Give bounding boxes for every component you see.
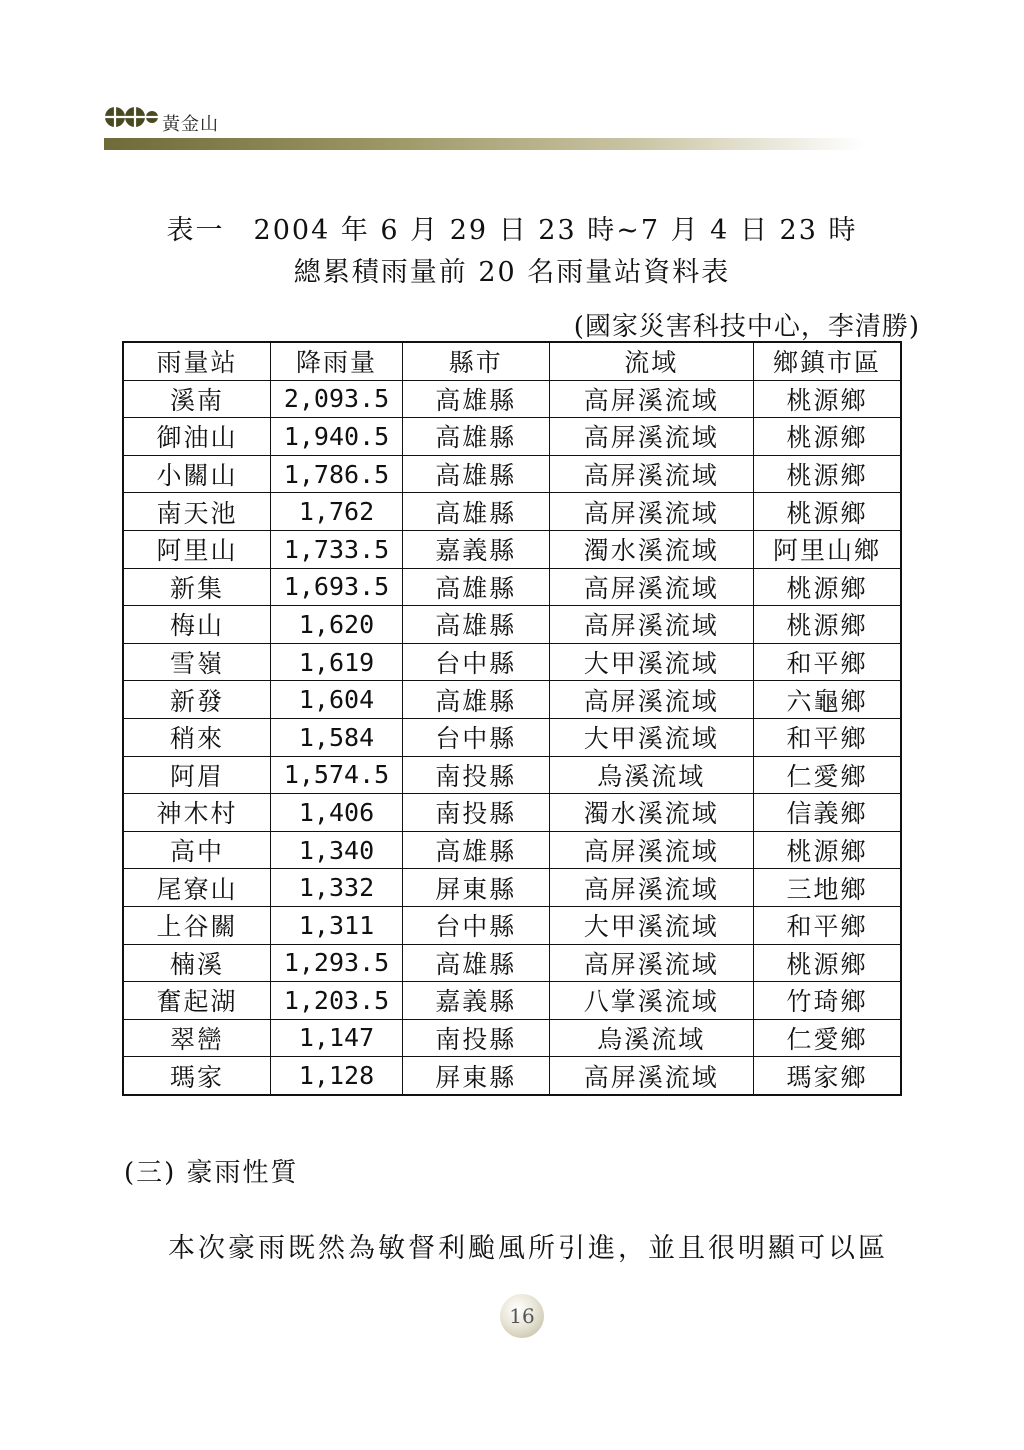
cell-rainfall: 1,604 [271, 681, 403, 719]
header-rule [104, 138, 864, 150]
cell-rainfall: 1,584 [271, 718, 403, 756]
cell-rainfall: 1,733.5 [271, 530, 403, 568]
cell-county: 高雄縣 [402, 493, 549, 531]
table-row [123, 982, 901, 1020]
cell-township: 和平鄉 [753, 643, 901, 681]
table-title-line1: 表一 2004 年 6 月 29 日 23 時~7 月 4 日 23 時 [166, 215, 858, 246]
cell-station: 上谷關 [123, 906, 271, 944]
page-number: 16 [500, 1294, 544, 1338]
rainfall-table [122, 341, 902, 1096]
cell-station: 新集 [123, 568, 271, 606]
cell-rainfall: 1,293.5 [271, 944, 403, 982]
cell-basin: 高屏溪流域 [549, 418, 753, 456]
header-county: 縣市 [402, 342, 549, 380]
table-row [123, 455, 901, 493]
cell-rainfall: 1,332 [271, 869, 403, 907]
cell-station: 尾寮山 [123, 869, 271, 907]
cell-township: 桃源鄉 [753, 380, 901, 418]
cell-township: 桃源鄉 [753, 568, 901, 606]
cell-rainfall: 1,574.5 [271, 756, 403, 794]
cell-township: 仁愛鄉 [753, 756, 901, 794]
cell-township: 桃源鄉 [753, 831, 901, 869]
cell-station: 小關山 [123, 455, 271, 493]
header-rainfall: 降雨量 [271, 342, 403, 380]
cell-station: 翠巒 [123, 1019, 271, 1057]
cell-rainfall: 1,311 [271, 906, 403, 944]
cell-rainfall: 1,147 [271, 1019, 403, 1057]
cell-basin: 大甲溪流域 [549, 643, 753, 681]
cell-basin: 烏溪流域 [549, 1019, 753, 1057]
cell-rainfall: 1,203.5 [271, 982, 403, 1020]
cell-rainfall: 1,340 [271, 831, 403, 869]
table-source: (國家災害科技中心，李清勝) [573, 312, 920, 342]
header-township: 鄉鎮市區 [753, 342, 901, 380]
cell-county: 台中縣 [402, 906, 549, 944]
section-heading: (三) 豪雨性質 [124, 1158, 299, 1188]
cell-station: 梅山 [123, 606, 271, 644]
cell-rainfall: 1,406 [271, 794, 403, 832]
cell-station: 高中 [123, 831, 271, 869]
table-header-row [123, 342, 901, 380]
cell-township: 桃源鄉 [753, 493, 901, 531]
header-station: 雨量站 [123, 342, 271, 380]
cell-basin: 濁水溪流域 [549, 794, 753, 832]
cell-basin: 大甲溪流域 [549, 718, 753, 756]
cell-county: 高雄縣 [402, 455, 549, 493]
cell-county: 南投縣 [402, 756, 549, 794]
cell-township: 六龜鄉 [753, 681, 901, 719]
cell-station: 阿里山 [123, 530, 271, 568]
cell-station: 奮起湖 [123, 982, 271, 1020]
cell-basin: 大甲溪流域 [549, 906, 753, 944]
cell-county: 台中縣 [402, 718, 549, 756]
table-row [123, 906, 901, 944]
table-row [123, 718, 901, 756]
table-row [123, 681, 901, 719]
cell-rainfall: 1,619 [271, 643, 403, 681]
cell-township: 瑪家鄉 [753, 1057, 901, 1095]
table-row [123, 606, 901, 644]
cell-county: 高雄縣 [402, 568, 549, 606]
cell-basin: 高屏溪流域 [549, 493, 753, 531]
cell-basin: 八掌溪流域 [549, 982, 753, 1020]
cell-county: 高雄縣 [402, 831, 549, 869]
table-row [123, 944, 901, 982]
cell-county: 台中縣 [402, 643, 549, 681]
cell-rainfall: 1,786.5 [271, 455, 403, 493]
cell-county: 高雄縣 [402, 380, 549, 418]
cell-basin: 高屏溪流域 [549, 869, 753, 907]
cell-basin: 高屏溪流域 [549, 831, 753, 869]
table-title-line2: 總累積雨量前 20 名雨量站資料表 [293, 257, 731, 288]
cell-station: 新發 [123, 681, 271, 719]
cell-station: 瑪家 [123, 1057, 271, 1095]
cell-county: 屏東縣 [402, 1057, 549, 1095]
table-row [123, 756, 901, 794]
cell-township: 三地鄉 [753, 869, 901, 907]
header-basin: 流域 [549, 342, 753, 380]
cell-township: 竹琦鄉 [753, 982, 901, 1020]
cell-township: 和平鄉 [753, 718, 901, 756]
cell-station: 溪南 [123, 380, 271, 418]
table-row [123, 869, 901, 907]
cell-county: 高雄縣 [402, 606, 549, 644]
cell-station: 南天池 [123, 493, 271, 531]
table-row [123, 1019, 901, 1057]
cell-basin: 高屏溪流域 [549, 606, 753, 644]
cell-rainfall: 1,762 [271, 493, 403, 531]
cell-county: 嘉義縣 [402, 530, 549, 568]
cell-station: 稍來 [123, 718, 271, 756]
cell-station: 阿眉 [123, 756, 271, 794]
cell-basin: 烏溪流域 [549, 756, 753, 794]
cell-basin: 高屏溪流域 [549, 681, 753, 719]
table-row [123, 380, 901, 418]
cell-township: 桃源鄉 [753, 944, 901, 982]
cell-station: 御油山 [123, 418, 271, 456]
table-row [123, 1057, 901, 1095]
table-row [123, 568, 901, 606]
cell-township: 仁愛鄉 [753, 1019, 901, 1057]
cell-basin: 高屏溪流域 [549, 380, 753, 418]
cell-rainfall: 2,093.5 [271, 380, 403, 418]
cell-rainfall: 1,620 [271, 606, 403, 644]
cell-county: 屏東縣 [402, 869, 549, 907]
cell-township: 阿里山鄉 [753, 530, 901, 568]
brand-name: 黃金山 [162, 114, 219, 135]
cell-rainfall: 1,128 [271, 1057, 403, 1095]
cell-station: 神木村 [123, 794, 271, 832]
cell-township: 桃源鄉 [753, 606, 901, 644]
cell-county: 高雄縣 [402, 418, 549, 456]
cell-rainfall: 1,940.5 [271, 418, 403, 456]
cell-basin: 高屏溪流域 [549, 1057, 753, 1095]
cell-county: 南投縣 [402, 794, 549, 832]
cell-county: 嘉義縣 [402, 982, 549, 1020]
cell-basin: 高屏溪流域 [549, 944, 753, 982]
cell-station: 楠溪 [123, 944, 271, 982]
cell-basin: 高屏溪流域 [549, 568, 753, 606]
cell-township: 桃源鄉 [753, 418, 901, 456]
cell-county: 高雄縣 [402, 944, 549, 982]
cell-rainfall: 1,693.5 [271, 568, 403, 606]
cell-township: 和平鄉 [753, 906, 901, 944]
cell-county: 高雄縣 [402, 681, 549, 719]
table-row [123, 794, 901, 832]
cell-station: 雪嶺 [123, 643, 271, 681]
page-header [104, 100, 864, 156]
cell-basin: 高屏溪流域 [549, 455, 753, 493]
cell-basin: 濁水溪流域 [549, 530, 753, 568]
table-row [123, 418, 901, 456]
body-paragraph: 本次豪雨既然為敏督利颱風所引進，並且很明顯可以區 [168, 1233, 888, 1264]
cell-county: 南投縣 [402, 1019, 549, 1057]
gold-mountain-logo-icon [104, 104, 158, 130]
table-row [123, 530, 901, 568]
cell-township: 信義鄉 [753, 794, 901, 832]
table-row [123, 831, 901, 869]
table-row [123, 643, 901, 681]
table-row [123, 493, 901, 531]
cell-township: 桃源鄉 [753, 455, 901, 493]
